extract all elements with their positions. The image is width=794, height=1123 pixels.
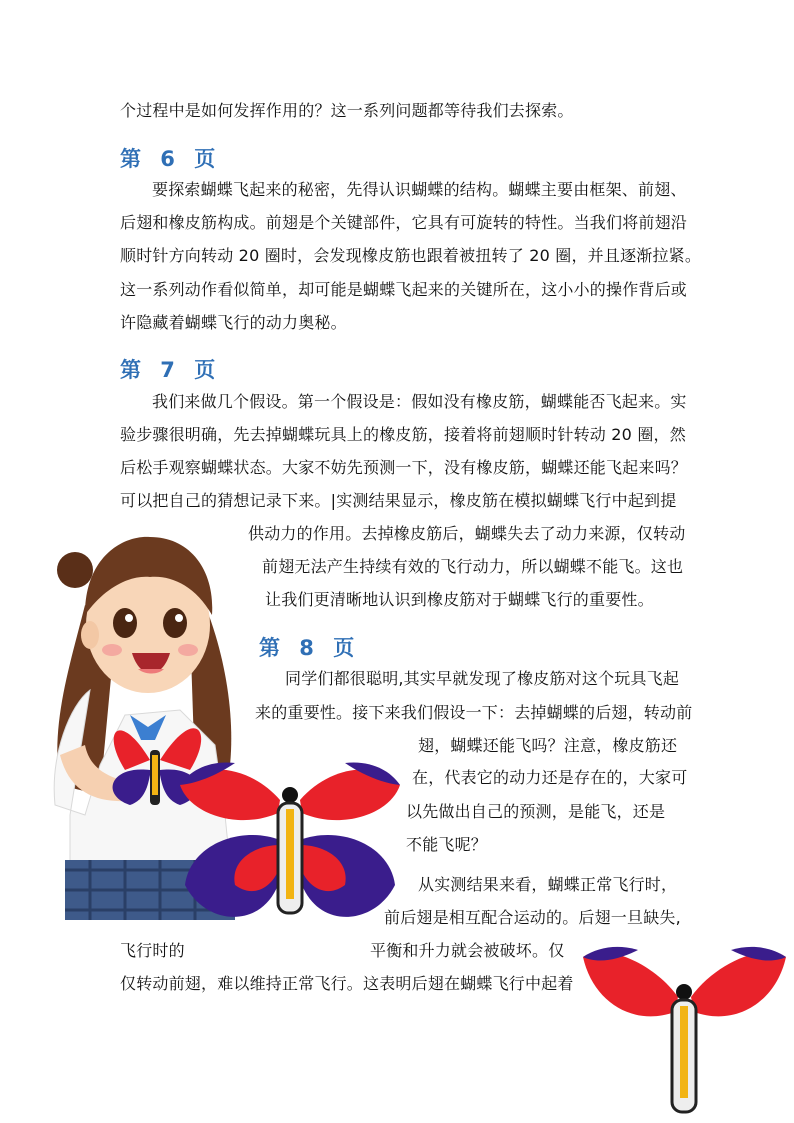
page-6-heading: 第 6 页 [120, 147, 222, 171]
page-8-line: 不能飞呢？ [406, 835, 488, 854]
page-7-line: 后松手观察蝴蝶状态。大家不妨先预测一下，没有橡皮筋，蝴蝶还能飞起来吗？ [120, 458, 688, 477]
page-7-line: 供动力的作用。去掉橡皮筋后，蝴蝶失去了动力来源，仅转动 [248, 524, 686, 543]
page-8-line: 以先做出自己的预测，是能飞，还是 [406, 802, 666, 821]
page-7-line: 我们来做几个假设。第一个假设是：假如没有橡皮筋，蝴蝶能否飞起来。实 [152, 392, 687, 411]
page-8-heading: 第 8 页 [259, 636, 361, 660]
page-8-line: 平衡和升力就会被破坏。仅 [370, 941, 565, 960]
page-7-line: 让我们更清晰地认识到橡皮筋对于蝴蝶飞行的重要性。 [265, 590, 654, 609]
page-7-line: 可以把自己的猜想记录下来。|实测结果显示，橡皮筋在模拟蝴蝶飞行中起到提 [120, 491, 677, 510]
page-8-line: 飞行时的 [120, 941, 185, 960]
page-8-line: 仅转动前翅，难以维持正常飞行。这表明后翅在蝴蝶飞行中起着 [120, 974, 574, 993]
page-6-line: 顺时针方向转动 20 圈时，会发现橡皮筋也跟着被扭转了 20 圈，并且逐渐拉紧。 [120, 246, 702, 265]
page-8-line: 翅，蝴蝶还能飞吗？注意，橡皮筋还 [418, 736, 678, 755]
page-8-line: 从实测结果来看，蝴蝶正常飞行时， [418, 875, 678, 894]
page-6-line: 要探索蝴蝶飞起来的秘密，先得认识蝴蝶的结构。蝴蝶主要由框架、前翅、 [152, 180, 687, 199]
page-8-line: 在，代表它的动力还是存在的，大家可 [412, 768, 688, 787]
page-7-heading: 第 7 页 [120, 358, 222, 382]
page-6-line: 这一系列动作看似简单，却可能是蝴蝶飞起来的关键所在，这小小的操作背后或 [120, 280, 688, 299]
page-7-line: 验步骤很明确，先去掉蝴蝶玩具上的橡皮筋，接着将前翅顺时针转动 20 圈，然 [120, 425, 686, 444]
page-6-line: 后翅和橡皮筋构成。前翅是个关键部件，它具有可旋转的特性。当我们将前翅沿 [120, 213, 688, 232]
page-8-line: 同学们都很聪明,其实早就发现了橡皮筋对这个玩具飞起 [285, 669, 680, 688]
page-8-line: 来的重要性。接下来我们假设一下：去掉蝴蝶的后翅，转动前 [255, 703, 693, 722]
intro-line: 个过程中是如何发挥作用的？这一系列问题都等待我们去探索。 [120, 101, 574, 120]
page-8-line: 前后翅是相互配合运动的。后翅一旦缺失, [384, 908, 681, 927]
butterfly-toy-illustration [180, 745, 400, 930]
page-6-line: 许隐藏着蝴蝶飞行的动力奥秘。 [120, 313, 347, 332]
page-7-line: 前翅无法产生持续有效的飞行动力，所以蝴蝶不能飞。这也 [262, 557, 684, 576]
butterfly-toy-illustration [583, 942, 786, 1117]
